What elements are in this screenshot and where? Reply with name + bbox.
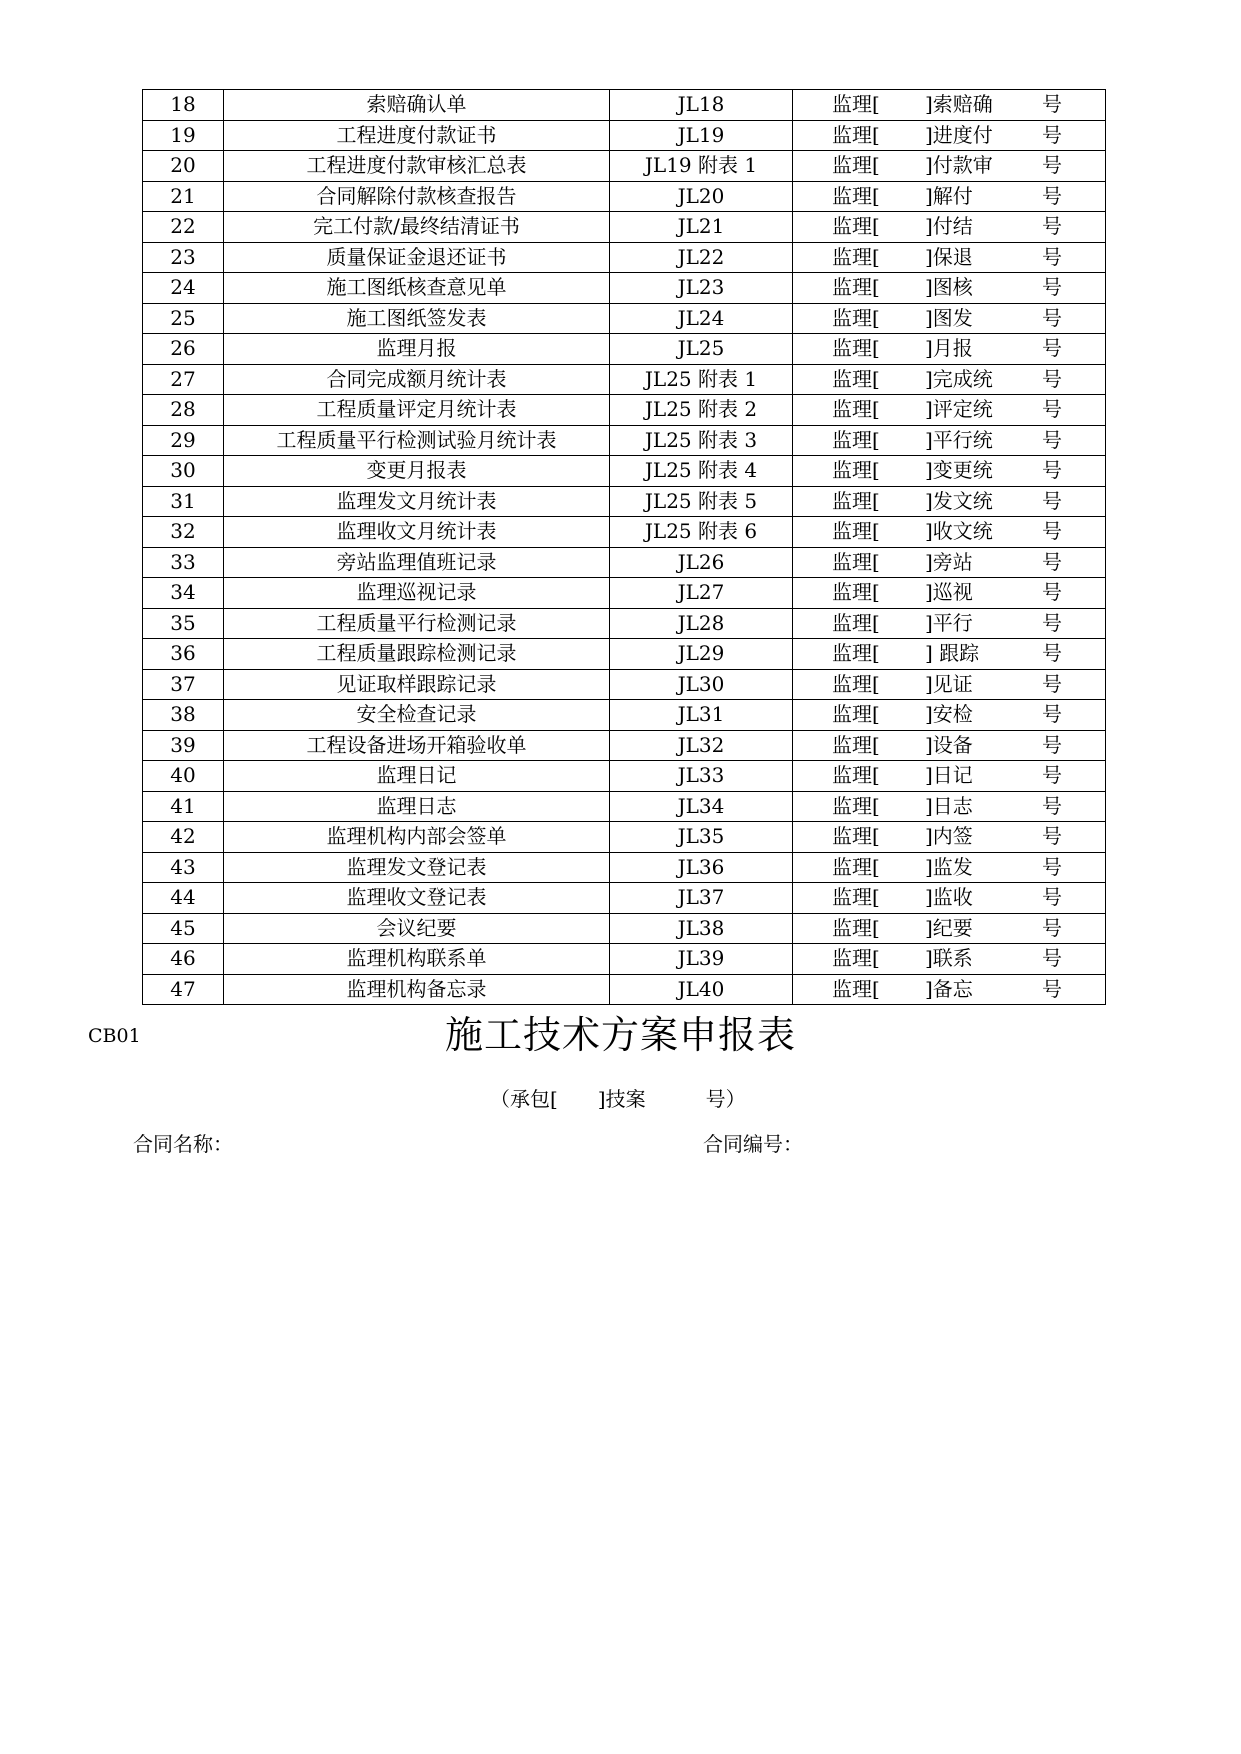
- ref-abbreviation: ]内签: [925, 824, 973, 848]
- ref-abbreviation: ]监收: [925, 885, 973, 909]
- ref-prefix: 监理[: [832, 580, 880, 604]
- ref-abbreviation: ]变更统: [925, 458, 993, 482]
- ref-suffix: 号: [1042, 519, 1062, 543]
- reference-number-cell: [793, 151, 1106, 182]
- row-number: 27: [143, 364, 224, 395]
- ref-prefix: 监理[: [832, 366, 880, 391]
- form-name: 见证取样跟踪记录: [224, 669, 610, 700]
- ref-abbreviation: ]旁站: [925, 549, 973, 574]
- form-code-cell: JL32: [610, 730, 793, 761]
- ref-suffix: 号: [1042, 824, 1062, 848]
- ref-prefix: 监理[: [832, 610, 880, 635]
- ref-suffix: 号: [1042, 915, 1062, 940]
- form-code-cell: JL21: [610, 212, 793, 243]
- ref-abbreviation: ]付结: [925, 214, 973, 238]
- ref-suffix: 号: [1042, 458, 1062, 482]
- reference-number-cell: [793, 334, 1106, 365]
- ref-suffix: 号: [1042, 610, 1062, 635]
- reference-number-cell: [793, 669, 1106, 700]
- form-code-cell: JL26: [610, 547, 793, 578]
- ref-prefix: 监理[: [832, 275, 880, 299]
- form-code-cell: JL24: [610, 303, 793, 334]
- ref-suffix: 号: [1042, 336, 1062, 360]
- table-row: [143, 822, 1106, 853]
- ref-prefix: 监理[: [832, 702, 880, 726]
- form-name: 监理日记: [224, 761, 610, 792]
- ref-abbreviation: ]解付: [925, 183, 973, 208]
- row-number: 37: [143, 669, 224, 700]
- ref-prefix: 监理[: [832, 458, 880, 482]
- ref-suffix: 号: [1042, 702, 1062, 726]
- form-code-cell: JL25 附表 4: [610, 456, 793, 487]
- reference-number-cell: [793, 913, 1106, 944]
- reference-number-cell: [793, 425, 1106, 456]
- form-code-cell: JL25 附表 1: [610, 364, 793, 395]
- form-name: 监理发文月统计表: [224, 486, 610, 517]
- ref-suffix: 号: [1042, 275, 1062, 299]
- row-number: 28: [143, 395, 224, 426]
- ref-abbreviation: ]付款审: [925, 153, 993, 177]
- ref-abbreviation: ]平行: [925, 610, 973, 635]
- reference-number-cell: [793, 120, 1106, 151]
- ref-prefix: 监理[: [832, 153, 880, 177]
- form-code-cell: JL40: [610, 974, 793, 1005]
- reference-number-cell: [793, 517, 1106, 548]
- reference-number-cell: [793, 547, 1106, 578]
- ref-suffix: 号: [1042, 427, 1062, 452]
- form-name: 监理月报: [224, 334, 610, 365]
- reference-number-cell: [793, 486, 1106, 517]
- ref-abbreviation: ] 跟踪: [925, 641, 980, 665]
- row-number: 32: [143, 517, 224, 548]
- ref-suffix: 号: [1042, 641, 1062, 665]
- form-name: 施工图纸核查意见单: [224, 273, 610, 304]
- ref-prefix: 监理[: [832, 92, 880, 116]
- ref-suffix: 号: [1042, 214, 1062, 238]
- form-code-cell: JL38: [610, 913, 793, 944]
- form-name: 合同解除付款核查报告: [224, 181, 610, 212]
- table-row: [143, 578, 1106, 609]
- ref-prefix: 监理[: [832, 183, 880, 208]
- ref-prefix: 监理[: [832, 885, 880, 909]
- form-code-cell: JL20: [610, 181, 793, 212]
- ref-prefix: 监理[: [832, 763, 880, 787]
- row-number: 47: [143, 974, 224, 1005]
- row-number: 26: [143, 334, 224, 365]
- reference-number-cell: [793, 730, 1106, 761]
- ref-suffix: 号: [1042, 671, 1062, 696]
- ref-abbreviation: ]完成统: [925, 366, 993, 391]
- table-row: [143, 547, 1106, 578]
- row-number: 38: [143, 700, 224, 731]
- ref-prefix: 监理[: [832, 824, 880, 848]
- row-number: 22: [143, 212, 224, 243]
- form-name: 监理日志: [224, 791, 610, 822]
- reference-number-cell: [793, 822, 1106, 853]
- form-subtitle: （承包[ ]技案 号）: [490, 1087, 746, 1111]
- form-code-cell: JL28: [610, 608, 793, 639]
- form-name: 监理发文登记表: [224, 852, 610, 883]
- ref-abbreviation: ]备忘: [925, 976, 973, 1001]
- form-name: 监理收文月统计表: [224, 517, 610, 548]
- form-code-cell: JL23: [610, 273, 793, 304]
- form-name: 会议纪要: [224, 913, 610, 944]
- row-number: 30: [143, 456, 224, 487]
- table-row: [143, 425, 1106, 456]
- form-code-cell: JL33: [610, 761, 793, 792]
- table-row: [143, 883, 1106, 914]
- ref-abbreviation: ]进度付: [925, 122, 993, 147]
- row-number: 43: [143, 852, 224, 883]
- ref-abbreviation: ]监发: [925, 854, 973, 879]
- reference-number-cell: [793, 883, 1106, 914]
- ref-prefix: 监理[: [832, 915, 880, 940]
- table-row: [143, 852, 1106, 883]
- form-name: 完工付款/最终结清证书: [224, 212, 610, 243]
- form-code: CB01: [88, 1025, 141, 1047]
- reference-number-cell: [793, 791, 1106, 822]
- form-code-cell: JL30: [610, 669, 793, 700]
- ref-prefix: 监理[: [832, 336, 880, 360]
- ref-suffix: 号: [1042, 366, 1062, 391]
- row-number: 25: [143, 303, 224, 334]
- reference-number-cell: [793, 761, 1106, 792]
- form-name: 索赔确认单: [224, 90, 610, 121]
- form-code-cell: JL31: [610, 700, 793, 731]
- table-row: [143, 913, 1106, 944]
- form-name: 工程质量跟踪检测记录: [224, 639, 610, 670]
- row-number: 44: [143, 883, 224, 914]
- ref-prefix: 监理[: [832, 397, 880, 421]
- ref-suffix: 号: [1042, 854, 1062, 879]
- form-name: 旁站监理值班记录: [224, 547, 610, 578]
- form-name: 监理机构联系单: [224, 944, 610, 975]
- reference-number-cell: [793, 639, 1106, 670]
- ref-prefix: 监理[: [832, 793, 880, 818]
- ref-abbreviation: ]月报: [925, 336, 973, 360]
- ref-suffix: 号: [1042, 153, 1062, 177]
- reference-number-cell: [793, 242, 1106, 273]
- row-number: 24: [143, 273, 224, 304]
- table-row: [143, 669, 1106, 700]
- ref-abbreviation: ]收文统: [925, 519, 993, 543]
- contract-number-label: 合同编号：: [703, 1132, 803, 1156]
- ref-abbreviation: ]保退: [925, 244, 973, 269]
- form-index-table: [142, 89, 1106, 1005]
- form-name: 施工图纸签发表: [224, 303, 610, 334]
- form-code-cell: JL37: [610, 883, 793, 914]
- form-name: 监理巡视记录: [224, 578, 610, 609]
- reference-number-cell: [793, 852, 1106, 883]
- ref-abbreviation: ]日记: [925, 763, 973, 787]
- ref-abbreviation: ]见证: [925, 671, 973, 696]
- table-row: [143, 395, 1106, 426]
- form-code-cell: JL39: [610, 944, 793, 975]
- table-row: [143, 974, 1106, 1005]
- row-number: 40: [143, 761, 224, 792]
- row-number: 18: [143, 90, 224, 121]
- form-name: 监理机构内部会签单: [224, 822, 610, 853]
- ref-suffix: 号: [1042, 92, 1062, 116]
- row-number: 29: [143, 425, 224, 456]
- reference-number-cell: [793, 395, 1106, 426]
- ref-prefix: 监理[: [832, 854, 880, 879]
- reference-number-cell: [793, 212, 1106, 243]
- form-name: 合同完成额月统计表: [224, 364, 610, 395]
- ref-abbreviation: ]平行统: [925, 427, 993, 452]
- form-code-cell: JL29: [610, 639, 793, 670]
- table-row: [143, 608, 1106, 639]
- ref-abbreviation: ]设备: [925, 732, 973, 757]
- table-row: [143, 486, 1106, 517]
- form-name: 工程质量评定月统计表: [224, 395, 610, 426]
- ref-suffix: 号: [1042, 732, 1062, 757]
- table-row: [143, 364, 1106, 395]
- row-number: 31: [143, 486, 224, 517]
- form-name: 监理收文登记表: [224, 883, 610, 914]
- table-row: [143, 334, 1106, 365]
- ref-prefix: 监理[: [832, 122, 880, 147]
- ref-prefix: 监理[: [832, 488, 880, 513]
- ref-abbreviation: ]纪要: [925, 915, 973, 940]
- row-number: 45: [143, 913, 224, 944]
- form-name: 工程质量平行检测试验月统计表: [224, 425, 610, 456]
- reference-number-cell: [793, 608, 1106, 639]
- form-code-cell: JL25 附表 2: [610, 395, 793, 426]
- row-number: 36: [143, 639, 224, 670]
- ref-suffix: 号: [1042, 244, 1062, 269]
- form-code-cell: JL36: [610, 852, 793, 883]
- row-number: 46: [143, 944, 224, 975]
- ref-prefix: 监理[: [832, 214, 880, 238]
- ref-abbreviation: ]日志: [925, 793, 973, 818]
- row-number: 23: [143, 242, 224, 273]
- reference-number-cell: [793, 456, 1106, 487]
- ref-suffix: 号: [1042, 122, 1062, 147]
- table-row: [143, 273, 1106, 304]
- form-name: 安全检查记录: [224, 700, 610, 731]
- ref-prefix: 监理[: [832, 671, 880, 696]
- form-title: 施工技术方案申报表: [444, 1013, 796, 1057]
- ref-abbreviation: ]联系: [925, 946, 973, 970]
- reference-number-cell: [793, 944, 1106, 975]
- table-row: [143, 700, 1106, 731]
- reference-number-cell: [793, 578, 1106, 609]
- ref-prefix: 监理[: [832, 641, 880, 665]
- row-number: 21: [143, 181, 224, 212]
- form-code-cell: JL34: [610, 791, 793, 822]
- ref-abbreviation: ]巡视: [925, 580, 973, 604]
- row-number: 19: [143, 120, 224, 151]
- row-number: 33: [143, 547, 224, 578]
- row-number: 39: [143, 730, 224, 761]
- ref-suffix: 号: [1042, 793, 1062, 818]
- ref-abbreviation: ]评定统: [925, 397, 993, 421]
- table-row: [143, 242, 1106, 273]
- ref-abbreviation: ]图发: [925, 305, 973, 330]
- ref-suffix: 号: [1042, 305, 1062, 330]
- form-code-cell: JL25: [610, 334, 793, 365]
- form-code-cell: JL19: [610, 120, 793, 151]
- table-body: [143, 90, 1106, 1005]
- table-row: [143, 181, 1106, 212]
- reference-number-cell: [793, 90, 1106, 121]
- ref-suffix: 号: [1042, 549, 1062, 574]
- ref-suffix: 号: [1042, 763, 1062, 787]
- reference-number-cell: [793, 700, 1106, 731]
- reference-number-cell: [793, 273, 1106, 304]
- ref-suffix: 号: [1042, 397, 1062, 421]
- ref-prefix: 监理[: [832, 427, 880, 452]
- row-number: 42: [143, 822, 224, 853]
- ref-abbreviation: ]图核: [925, 275, 973, 299]
- ref-suffix: 号: [1042, 976, 1062, 1001]
- row-number: 20: [143, 151, 224, 182]
- form-name: 质量保证金退还证书: [224, 242, 610, 273]
- ref-abbreviation: ]发文统: [925, 488, 993, 513]
- ref-suffix: 号: [1042, 885, 1062, 909]
- form-code-cell: JL25 附表 6: [610, 517, 793, 548]
- form-name: 工程质量平行检测记录: [224, 608, 610, 639]
- table-row: [143, 456, 1106, 487]
- form-name: 变更月报表: [224, 456, 610, 487]
- ref-prefix: 监理[: [832, 732, 880, 757]
- ref-prefix: 监理[: [832, 946, 880, 970]
- table-row: [143, 730, 1106, 761]
- form-name: 工程设备进场开箱验收单: [224, 730, 610, 761]
- ref-suffix: 号: [1042, 946, 1062, 970]
- reference-number-cell: [793, 364, 1106, 395]
- table-row: [143, 90, 1106, 121]
- table-row: [143, 120, 1106, 151]
- ref-prefix: 监理[: [832, 305, 880, 330]
- table-row: [143, 212, 1106, 243]
- ref-abbreviation: ]索赔确: [925, 92, 993, 116]
- table-row: [143, 761, 1106, 792]
- form-code-cell: JL25 附表 3: [610, 425, 793, 456]
- row-number: 35: [143, 608, 224, 639]
- reference-number-cell: [793, 181, 1106, 212]
- ref-suffix: 号: [1042, 183, 1062, 208]
- table-row: [143, 639, 1106, 670]
- form-code-cell: JL19 附表 1: [610, 151, 793, 182]
- table-row: [143, 303, 1106, 334]
- form-name: 工程进度付款证书: [224, 120, 610, 151]
- form-code-cell: JL35: [610, 822, 793, 853]
- ref-suffix: 号: [1042, 488, 1062, 513]
- table-row: [143, 151, 1106, 182]
- reference-number-cell: [793, 303, 1106, 334]
- reference-number-cell: [793, 974, 1106, 1005]
- table-row: [143, 517, 1106, 548]
- row-number: 41: [143, 791, 224, 822]
- form-code-cell: JL25 附表 5: [610, 486, 793, 517]
- ref-prefix: 监理[: [832, 519, 880, 543]
- ref-prefix: 监理[: [832, 244, 880, 269]
- ref-prefix: 监理[: [832, 549, 880, 574]
- contract-name-label: 合同名称：: [133, 1132, 233, 1156]
- row-number: 34: [143, 578, 224, 609]
- form-code-cell: JL18: [610, 90, 793, 121]
- ref-prefix: 监理[: [832, 976, 880, 1001]
- form-code-cell: JL22: [610, 242, 793, 273]
- form-name: 工程进度付款审核汇总表: [224, 151, 610, 182]
- table-row: [143, 791, 1106, 822]
- form-name: 监理机构备忘录: [224, 974, 610, 1005]
- table-row: [143, 944, 1106, 975]
- form-code-cell: JL27: [610, 578, 793, 609]
- ref-suffix: 号: [1042, 580, 1062, 604]
- ref-abbreviation: ]安检: [925, 702, 973, 726]
